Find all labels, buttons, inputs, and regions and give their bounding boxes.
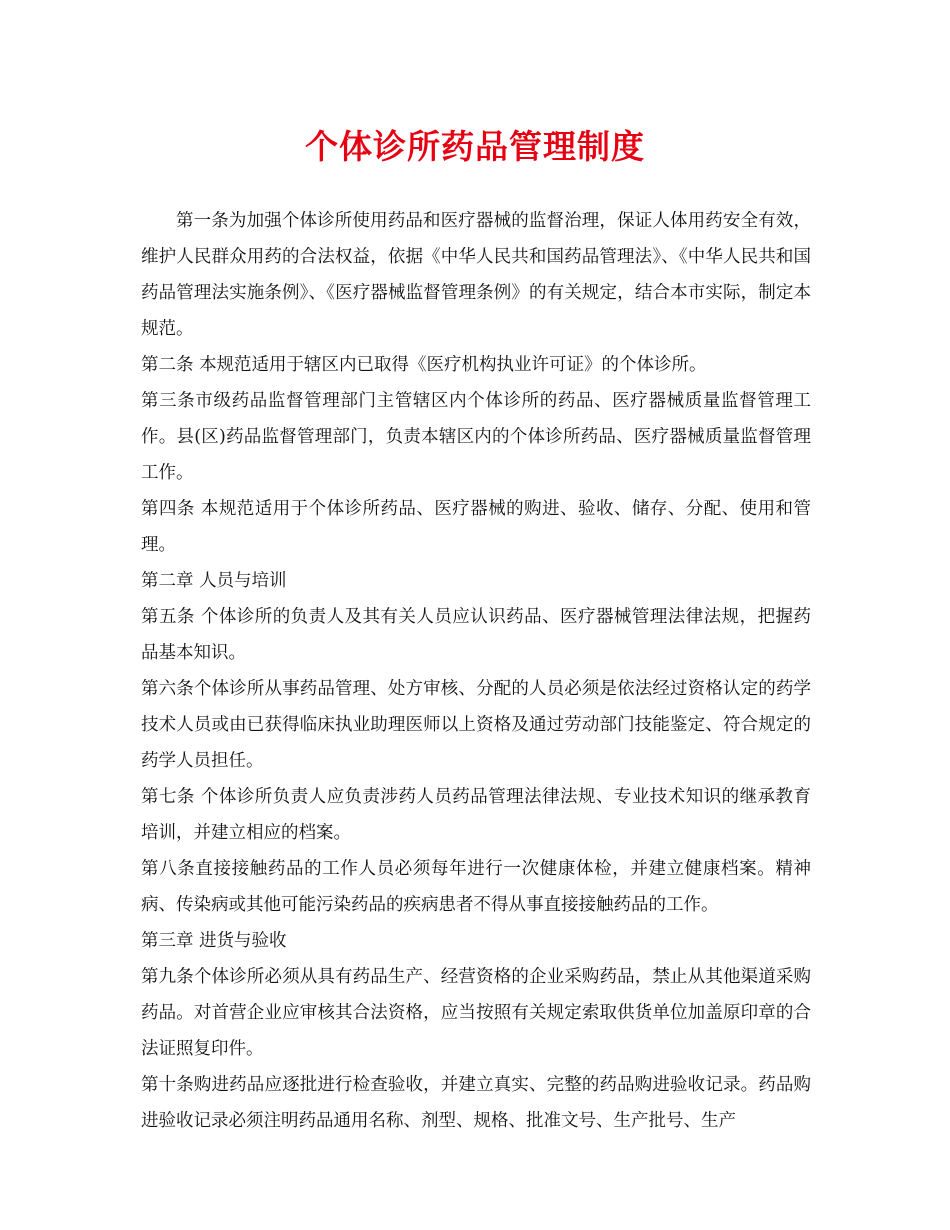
article-9: 第九条个体诊所必须从具有药品生产、经营资格的企业采购药品，禁止从其他渠道采购药品。对首营企业应审核其合法资格，应当按照有关规定索取供货单位加盖原印章的合法证照复印件。 — [141, 967, 811, 1059]
chapter-2-heading: 第二章 人员与培训 — [141, 571, 287, 591]
article-6: 第六条个体诊所从事药品管理、处方审核、分配的人员必须是依法经过资格认定的药学技术人员或由已获得临床执业助理医师以上资格及通过劳动部门技能鉴定、符合规定的药学人员担任。 — [141, 679, 811, 771]
article-7: 第七条 个体诊所负责人应负责涉药人员药品管理法律法规、专业技术知识的继承教育培训，并建立相应的档案。 — [141, 787, 811, 843]
article-10: 第十条购进药品应逐批进行检查验收，并建立真实、完整的药品购进验收记录。药品购进验收记录必须注明药品通用名称、剂型、规格、批准文号、生产批号、生产 — [141, 1075, 811, 1131]
article-4: 第四条 本规范适用于个体诊所药品、医疗器械的购进、验收、储存、分配、使用和管理。 — [141, 499, 811, 555]
article-5: 第五条 个体诊所的负责人及其有关人员应认识药品、医疗器械管理法律法规，把握药品基本知识。 — [141, 607, 811, 663]
article-3: 第三条市级药品监督管理部门主管辖区内个体诊所的药品、医疗器械质量监督管理工作。县(区)药品监督管理部门，负责本辖区内的个体诊所药品、医疗器械质量监督管理工作。 — [141, 391, 811, 483]
document-title: 个体诊所药品管理制度 — [305, 127, 645, 166]
article-2: 第二条 本规范适用于辖区内已取得《医疗机构执业许可证》的个体诊所。 — [141, 355, 707, 375]
document-body — [141, 203, 811, 1139]
article-8: 第八条直接接触药品的工作人员必须每年进行一次健康体检，并建立健康档案。精神病、传染病或其他可能污染药品的疾病患者不得从事直接接触药品的工作。 — [141, 859, 811, 915]
chapter-3-heading: 第三章 进货与验收 — [141, 931, 287, 951]
article-1: 第一条为加强个体诊所使用药品和医疗器械的监督治理，保证人体用药安全有效，维护人民群众用药的合法权益，依据《中华人民共和国药品管理法》、《中华人民共和国药品管理法实施条例》、《医疗器械监督管理条例》的有关规定，结合本市实际，制定本规范。 — [141, 211, 811, 339]
